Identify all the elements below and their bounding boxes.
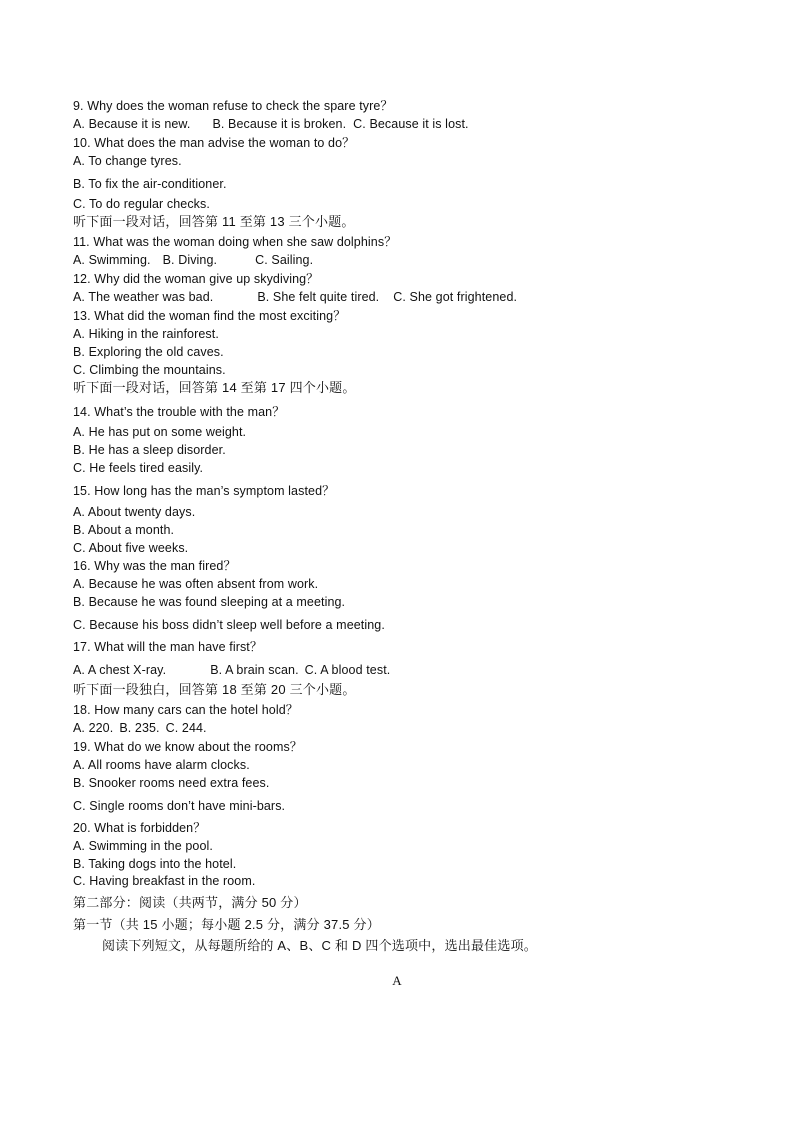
question-13-option-b: B. Exploring the old caves. [73, 345, 224, 359]
question-11: 11. What was the woman doing when she saw dolphins？ [73, 235, 397, 249]
section-heading-18-20: 听下面一段独白，回答第 18 至第 20 三个小题。 [73, 682, 356, 697]
section-heading-11-13: 听下面一段对话，回答第 11 至第 13 三个小题。 [73, 214, 355, 229]
option-c: C. A blood test. [304, 663, 391, 677]
question-20-option-a: A. Swimming in the pool. [73, 839, 213, 853]
question-12-options [73, 289, 517, 305]
question-17-options [73, 662, 390, 678]
question-13-option-a: A. Hiking in the rainforest. [73, 327, 219, 341]
question-19: 19. What do we know about the rooms？ [73, 740, 303, 754]
option-a: A. Because it is new. [73, 117, 191, 131]
question-14: 14. What’s the trouble with the man？ [73, 405, 285, 419]
option-c: C. Sailing. [255, 253, 314, 267]
question-18-options [73, 720, 207, 736]
option-a: A. 220. [73, 721, 114, 735]
question-9: 9. Why does the woman refuse to check the spare tyre？ [73, 99, 394, 113]
question-14-option-c: C. He feels tired easily. [73, 461, 204, 475]
question-11-options [73, 252, 313, 268]
question-16-option-a: A. Because he was often absent from work. [73, 577, 319, 591]
section-heading-14-17: 听下面一段对话，回答第 14 至第 17 四个小题。 [73, 380, 356, 395]
option-c: C. Because it is lost. [353, 117, 469, 131]
question-13: 13. What did the woman find the most exciting？ [73, 309, 346, 323]
option-b: B. Diving. [162, 253, 218, 267]
option-b: B. She felt quite tired. [257, 290, 380, 304]
question-10-option-a: A. To change tyres. [73, 154, 182, 168]
option-a: A. A chest X-ray. [73, 663, 167, 677]
option-a: A. Swimming. [73, 253, 151, 267]
question-16-option-c: C. Because his boss didn’t sleep well before a meeting. [73, 618, 385, 632]
option-b: B. A brain scan. [210, 663, 299, 677]
question-15: 15. How long has the man’s symptom lasted？ [73, 484, 335, 498]
question-18: 18. How many cars can the hotel hold？ [73, 703, 299, 717]
question-17: 17. What will the man have first？ [73, 640, 263, 654]
question-20-option-c: C. Having breakfast in the room. [73, 874, 256, 888]
section-one-heading: 第一节（共 15 小题；每小题 2.5 分，满分 37.5 分） [73, 917, 380, 932]
question-15-option-b: B. About a month. [73, 523, 175, 537]
question-14-option-b: B. He has a sleep disorder. [73, 443, 226, 457]
question-10-option-c: C. To do regular checks. [73, 197, 210, 211]
option-c: C. 244. [165, 721, 207, 735]
question-19-option-c: C. Single rooms don’t have mini-bars. [73, 799, 286, 813]
part-two-heading: 第二部分：阅读（共两节，满分 50 分） [73, 895, 307, 910]
question-10-option-b: B. To fix the air-conditioner. [73, 177, 227, 191]
question-19-option-b: B. Snooker rooms need extra fees. [73, 776, 270, 790]
question-15-option-c: C. About five weeks. [73, 541, 189, 555]
option-b: B. 235. [119, 721, 160, 735]
question-15-option-a: A. About twenty days. [73, 505, 196, 519]
question-14-option-a: A. He has put on some weight. [73, 425, 247, 439]
passage-label: A [392, 973, 402, 988]
question-16-option-b: B. Because he was found sleeping at a meeting. [73, 595, 346, 609]
question-19-option-a: A. All rooms have alarm clocks. [73, 758, 250, 772]
question-20: 20. What is forbidden？ [73, 821, 206, 835]
option-c: C. She got frightened. [393, 290, 518, 304]
question-12: 12. Why did the woman give up skydiving？ [73, 272, 319, 286]
question-16: 16. Why was the man fired？ [73, 559, 237, 573]
question-10: 10. What does the man advise the woman to do？ [73, 136, 355, 150]
option-a: A. The weather was bad. [73, 290, 214, 304]
question-9-options [73, 116, 469, 132]
option-b: B. Because it is broken. [212, 117, 347, 131]
reading-instruction: 阅读下列短文，从每题所给的 A、B、C 和 D 四个选项中，选出最佳选项。 [102, 938, 537, 953]
question-13-option-c: C. Climbing the mountains. [73, 363, 226, 377]
question-20-option-b: B. Taking dogs into the hotel. [73, 857, 237, 871]
